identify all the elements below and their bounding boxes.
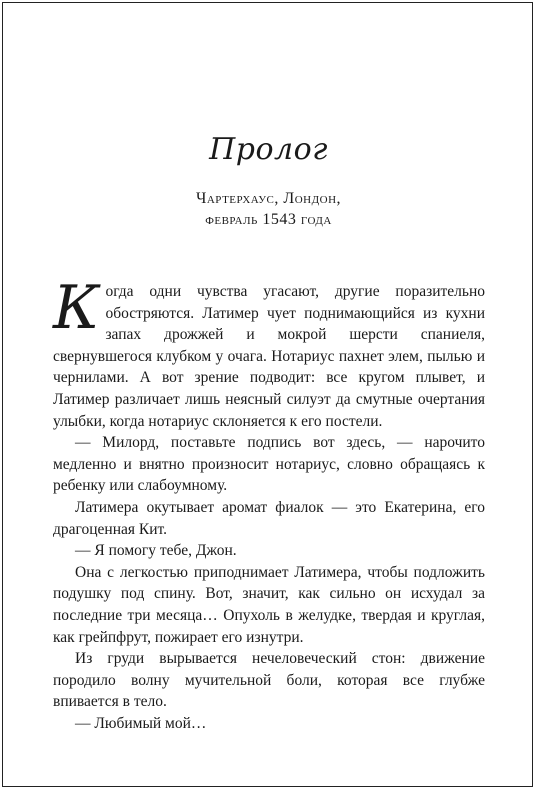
paragraph-6: Из груди вырывается нечеловеческий стон: движение породило волну мучительной боли, которая все глубже впивается в тело. [53, 650, 485, 711]
drop-cap: К [53, 273, 100, 343]
setting-date: февраль 1543 года [205, 211, 332, 228]
chapter-body [53, 273, 485, 734]
chapter-title: Пролог [209, 132, 328, 167]
paragraph-3: Латимера окутывает аромат фиалок — это Екатерина, его драгоценная Кит. [53, 498, 485, 538]
setting-location: Чартерхаус, Лондон, [195, 190, 342, 207]
paragraph-2: — Милорд, поставьте подпись вот здесь, — нарочито медленно и внятно произносит нотариус, словно обращаясь к ребенку или слабоумному. [53, 434, 485, 495]
paragraph-4: — Я помогу тебе, Джон. [75, 542, 237, 560]
paragraph-7: — Любимый мой… [75, 714, 207, 732]
paragraph-1-text: огда одни чувства угасают, другие поразительно обостряются. Латимер чует поднимающийся из кухни запах дрожжей и мокрой шерсти спаниеля, свернувшегося клубком у очага. Нотариус пахнет элем, пылью и чернилами. А вот зрение подводит: все кругом плывет, и Латимер различает лишь неясный силуэт да смутные очертания улыбки, когда нотариус склоняется к его постели. [53, 283, 485, 430]
paragraph-5: Она с легкостью приподнимает Латимера, чтобы подложить подушку под спину. Вот, значит, как сильно он исхудал за последние три месяца… Опухоль в желудке, твердая и круглая, как грейпфрут, пожирает его изнутри. [53, 563, 485, 646]
paragraph-1 [53, 273, 485, 432]
